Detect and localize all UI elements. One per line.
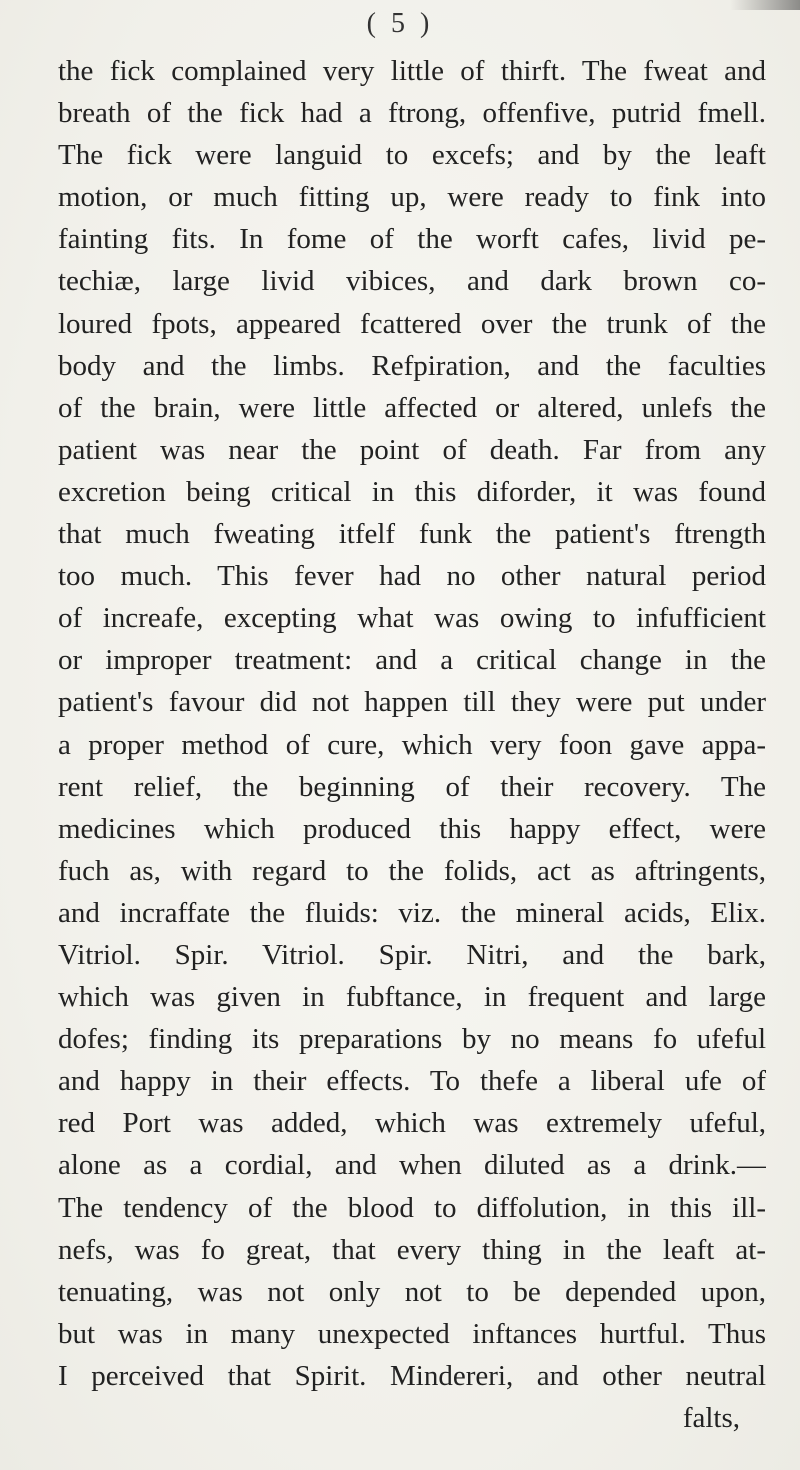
text-line: a proper method of cure, which very foon gave appa- <box>58 728 766 761</box>
text-line: excretion being critical in this diforder, it was found <box>58 475 766 508</box>
text-line: too much. This fever had no other natural period <box>58 560 766 593</box>
text-line: breath of the fick had a ftrong, offenfive, putrid fmell. <box>58 97 766 130</box>
text-line: red Port was added, which was extremely ufeful, <box>58 1107 766 1140</box>
text-line: medicines which produced this happy effect, were <box>58 812 766 845</box>
text-line: loured fpots, appeared fcattered over the trunk of the <box>58 307 766 340</box>
body-text <box>58 50 766 1439</box>
text-line: The tendency of the blood to diffolution, in this ill- <box>58 1191 766 1224</box>
text-line: and happy in their effects. To thefe a liberal ufe of <box>58 1065 766 1098</box>
text-line: but was in many unexpected inftances hurtful. Thus <box>58 1317 766 1350</box>
text-line: and incraffate the fluids: viz. the mineral acids, Elix. <box>58 896 766 929</box>
text-line: nefs, was fo great, that every thing in the leaft at- <box>58 1233 766 1266</box>
text-line: patient's favour did not happen till they were put under <box>58 686 766 719</box>
text-line: The fick were languid to excefs; and by the leaft <box>58 139 766 172</box>
text-line: motion, or much fitting up, were ready to fink into <box>58 181 766 214</box>
catchword: falts, <box>682 1402 740 1434</box>
text-line: dofes; finding its preparations by no means fo ufeful <box>58 1023 766 1056</box>
text-line: that much fweating itfelf funk the patient's ftrength <box>58 518 766 551</box>
text-line: the fick complained very little of thirft. The fweat and <box>58 55 766 87</box>
text-line: of increafe, excepting what was owing to infufficient <box>58 602 766 635</box>
text-line: or improper treatment: and a critical change in the <box>58 644 766 677</box>
text-line: alone as a cordial, and when diluted as a drink.— <box>58 1149 766 1182</box>
text-line: fuch as, with regard to the folids, act as aftringents, <box>58 854 766 887</box>
text-line: techiæ, large livid vibices, and dark brown co- <box>58 265 766 298</box>
text-line: body and the limbs. Refpiration, and the faculties <box>58 349 766 382</box>
text-line: Vitriol. Spir. Vitriol. Spir. Nitri, and the bark, <box>58 938 766 971</box>
text-line: rent relief, the beginning of their recovery. The <box>58 770 766 803</box>
text-line: tenuating, was not only not to be depended upon, <box>58 1275 766 1308</box>
text-line: I perceived that Spirit. Mindereri, and other neutral <box>58 1359 766 1392</box>
page-number: ( 5 ) <box>366 8 434 39</box>
text-line: fainting fits. In fome of the worft cafes, livid pe- <box>58 223 766 256</box>
text-line: patient was near the point of death. Far from any <box>58 433 766 466</box>
text-line: which was given in fubftance, in frequent and large <box>58 981 766 1014</box>
text-line: of the brain, were little affected or altered, unlefs the <box>58 391 766 424</box>
